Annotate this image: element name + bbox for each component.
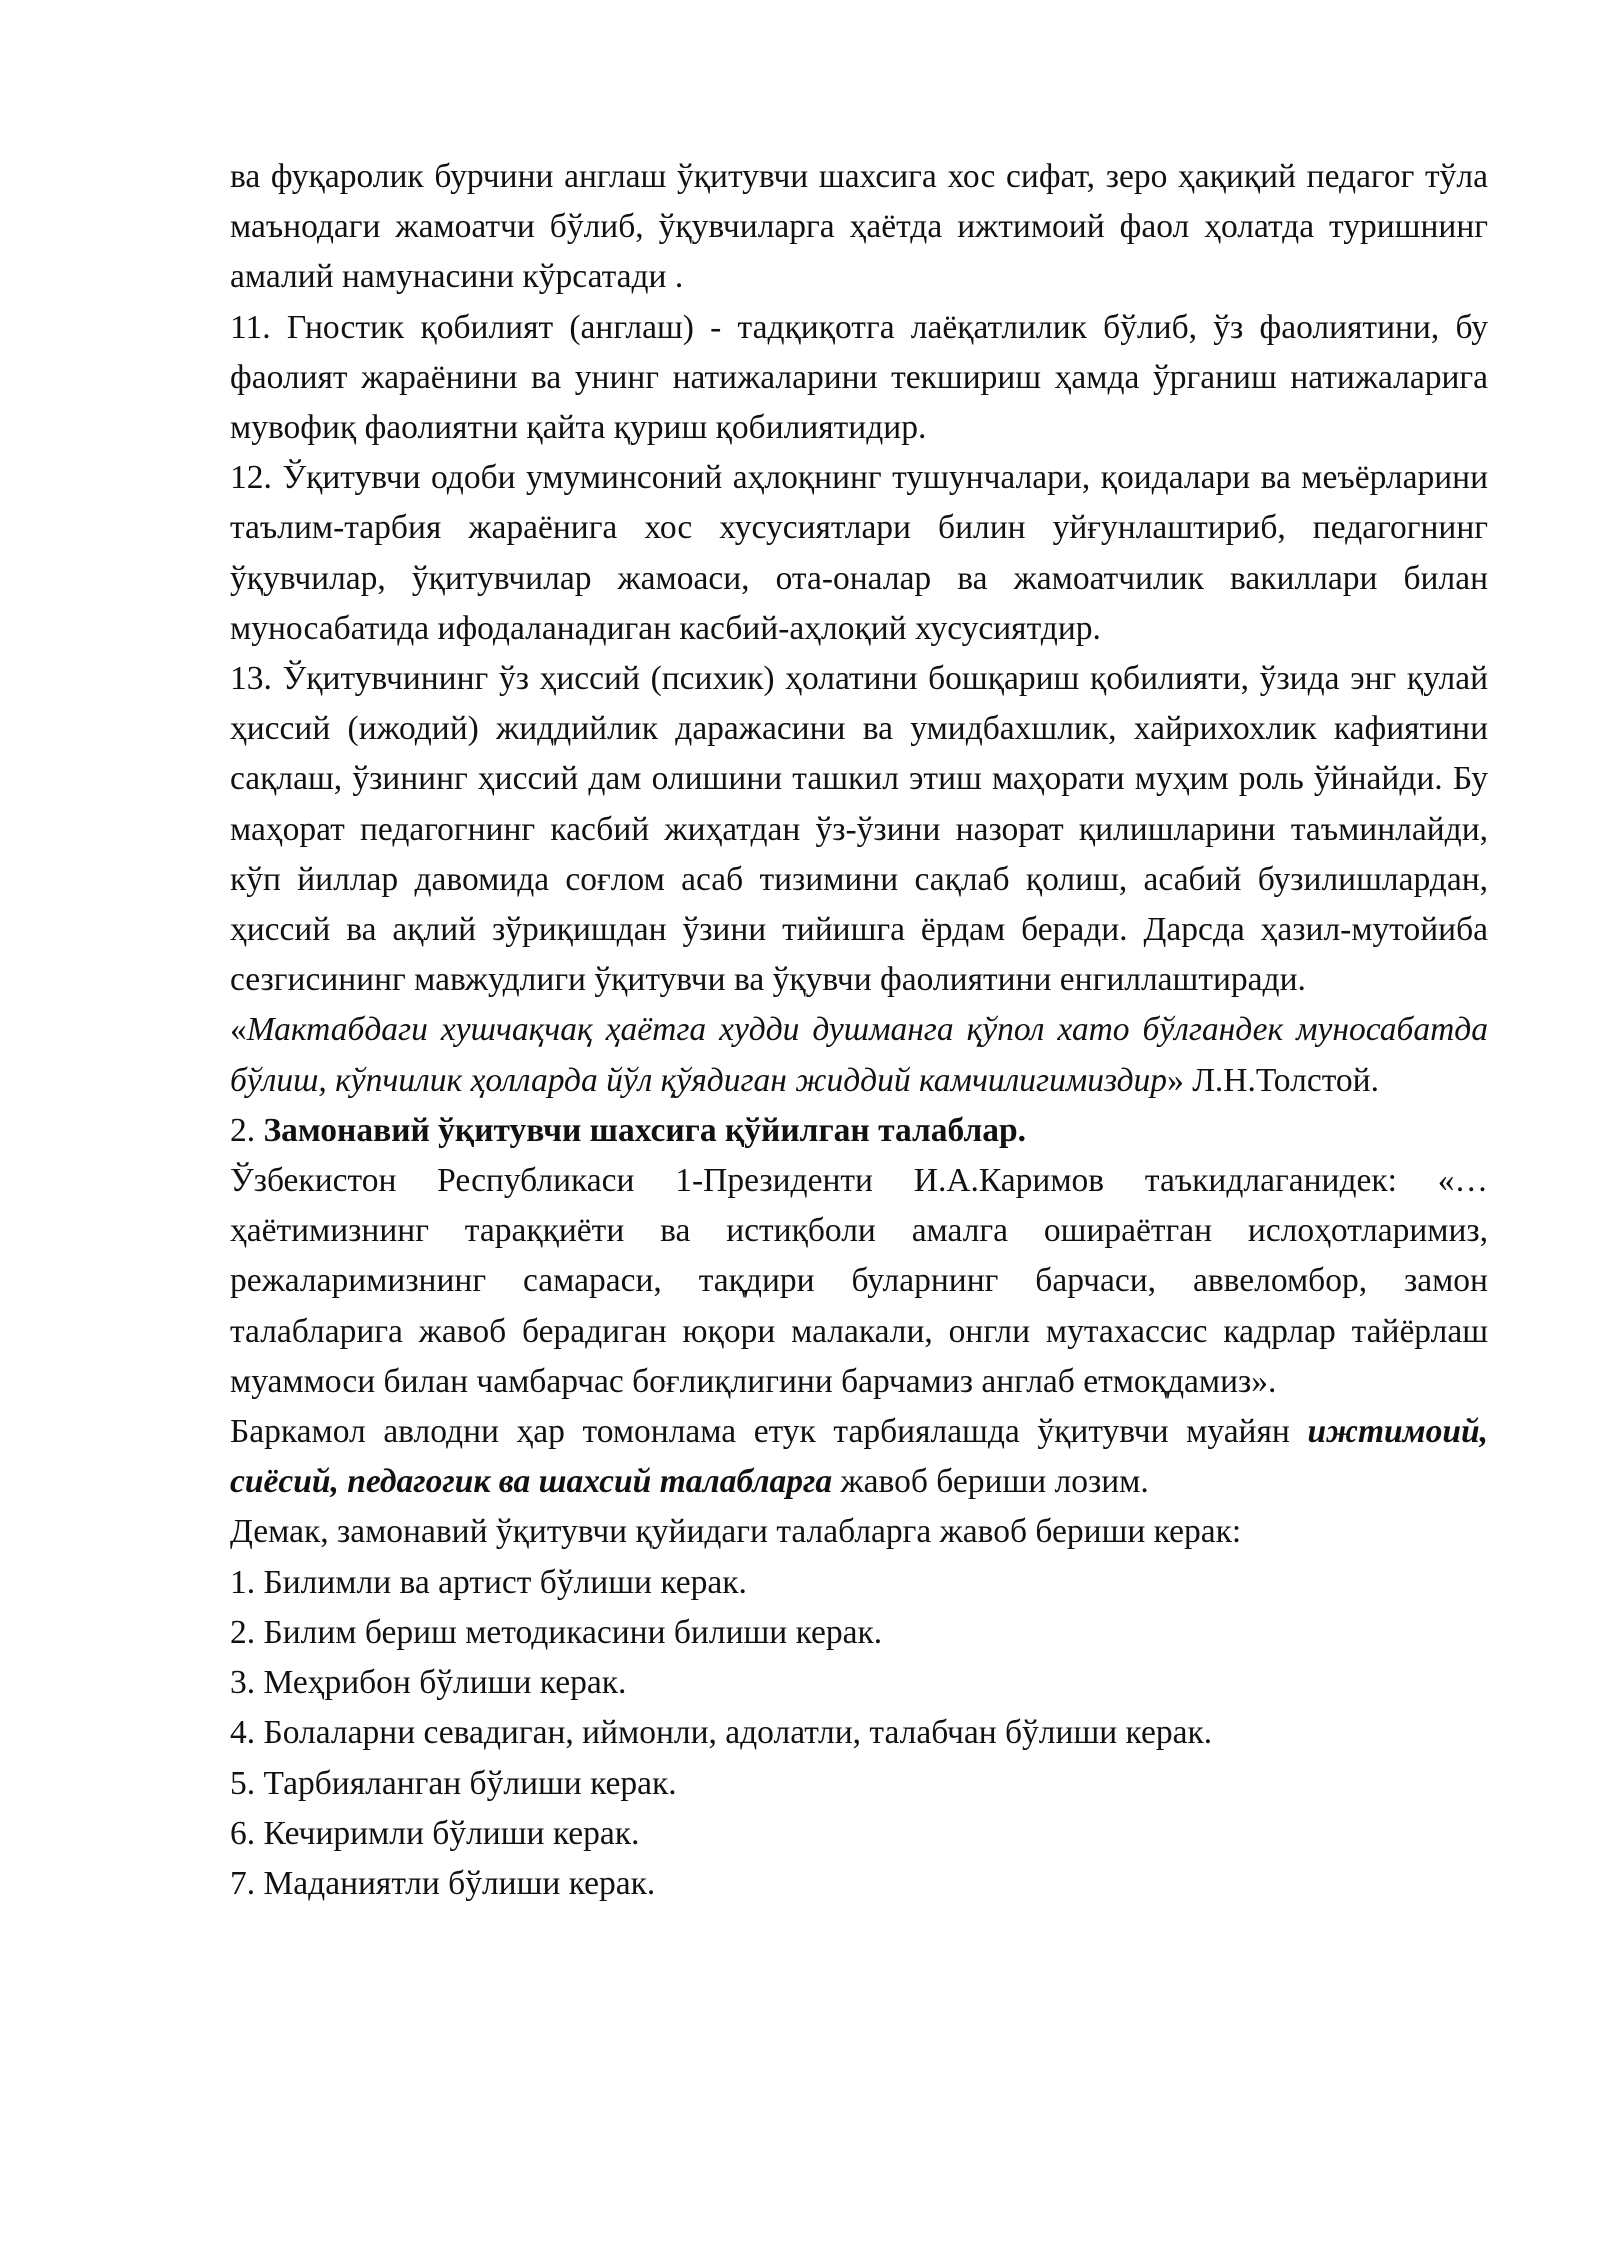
list-item: 7. Маданиятли бўлиши керак. bbox=[230, 1864, 656, 1902]
karimov-quote-first-line: Ўзбекистон Республикаси 1-Президенти И.А.Каримов таъкидлаганидек: «… bbox=[230, 1162, 1488, 1200]
paragraph-item-11-gnostic: 11. Гностик қобилият (англаш) - тадқиқотга лаёқатлилик бўлиб, ўз фаолиятини, бу фаолият жараёнини ва унинг натижаларини текшириш ҳамда ўрганиш натижаларига мувофиқ фаолиятни қайта қуриш қобилиятидир. bbox=[230, 308, 1488, 447]
list-item: 6. Кечиримли бўлиши керак. bbox=[230, 1814, 640, 1852]
paragraph-requirements-intro bbox=[230, 1407, 1488, 1507]
paragraph-item-12-ethics: 12. Ўқитувчи одоби умуминсоний аҳлоқнинг тушунчалари, қоидалари ва меъёрларини таълим-тарбия жараёнига хос хусусиятлари билин уйғунлаштириб, педагогнинг ўқувчилар, ўқитувчилар жамоаси, ота-оналар ва жамоатчилик вакиллари билан муносабатида ифодаланадиган касбий-аҳлоқий хусусиятдир. bbox=[230, 459, 1488, 647]
quote-text: Мактабдаги хушчақчақ ҳаётга худди душманга қўпол хато бўлгандек муносабатда бўлиш, кўпчилик ҳолларда йўл қўядиган жиддий камчилигимиздир bbox=[230, 1011, 1488, 1099]
quote-close-mark: » bbox=[1167, 1061, 1184, 1099]
section-title: Замонавий ўқитувчи шахсига қўйилган талаблар. bbox=[263, 1111, 1027, 1149]
section-number: 2. bbox=[230, 1111, 264, 1149]
list-item: 2. Билим бериш методикасини билиши керак. bbox=[230, 1613, 883, 1651]
section-heading bbox=[230, 1106, 1488, 1156]
karimov-quote-body: ҳаётимизнинг тараққиёти ва истиқболи амалга ошираётган ислоҳотларимиз, режаларимизнинг самараси, тақдири буларнинг барчаси, аввеломбор, замон талабларига жавоб берадиган юқори малакали, онгли мутахассис кадрлар тайёрлаш муаммоси билан чамбарчас боғлиқлигини барчамиз англаб етмоқдамиз». bbox=[230, 1212, 1488, 1400]
barkamol-text-end: жавоб бериши лозим. bbox=[832, 1463, 1149, 1501]
tolstoy-quote bbox=[230, 1005, 1488, 1105]
list-item: 1. Билимли ва артист бўлиши керак. bbox=[230, 1563, 747, 1601]
barkamol-text: Баркамол авлодни ҳар томонлама етук тарбиялашда ўқитувчи муайян bbox=[230, 1413, 1308, 1451]
list-item: 4. Болаларни севадиган, иймонли, адолатли, талабчан бўлиши керак. bbox=[230, 1714, 1213, 1752]
paragraph-demak: Демак, замонавий ўқитувчи қуйидаги талабларга жавоб бериши керак: bbox=[230, 1513, 1242, 1551]
list-item: 3. Меҳрибон бўлиши керак. bbox=[230, 1664, 627, 1702]
list-item: 5. Тарбияланган бўлиши керак. bbox=[230, 1764, 677, 1802]
paragraph-civic-duty: ва фуқаролик бурчини англаш ўқитувчи шахсига хос сифат, зеро ҳақиқий педагог тўла маънодаги жамоатчи бўлиб, ўқувчиларга ҳаётда ижтимоий фаол ҳолатда туришнинг амалий намунасини кўрсатади . bbox=[230, 158, 1488, 296]
paragraph-item-13-emotional-control: 13. Ўқитувчининг ўз ҳиссий (психик) ҳолатини бошқариш қобилияти, ўзида энг қулай ҳиссий (ижодий) жиддийлик даражасини ва умидбахшлик, хайрихохлик кафиятини сақлаш, ўзининг ҳиссий дам олишини ташкил этиш маҳорати муҳим роль ўйнайди. Бу маҳорат педагогнинг касбий жиҳатдан ўз-ўзини назорат қилишларини таъминлайди, кўп йиллар давомида соғлом асаб тизимини сақлаб қолиш, асабий бузилишлардан, ҳиссий ва ақлий зўриқишдан ўзини тийишга ёрдам беради. Дарсда ҳазил-мутойиба сезгисининг мавжудлиги ўқитувчи ва ўқувчи фаолиятини енгиллаштиради. bbox=[230, 660, 1488, 999]
barkamol-emphasis: ижтимоий, сиёсий, педагогик ва шахсий талабларга bbox=[230, 1413, 1488, 1501]
quote-author: Л.Н.Толстой. bbox=[1183, 1061, 1379, 1099]
quote-open-mark: « bbox=[230, 1011, 247, 1049]
document-page bbox=[230, 152, 1488, 1909]
